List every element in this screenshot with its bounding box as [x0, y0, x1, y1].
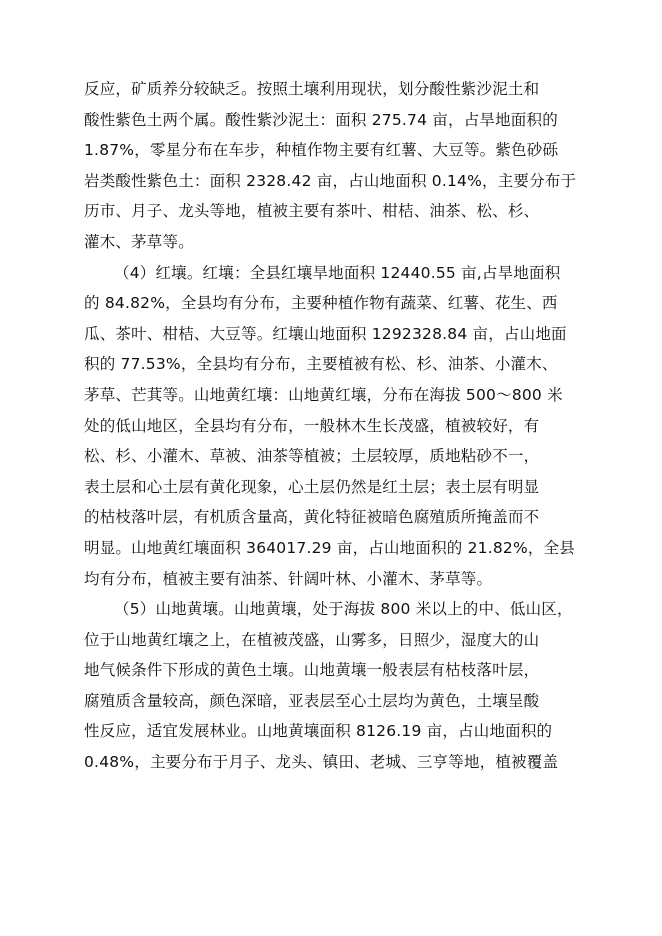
- text-line: 处的低山地区，全县均有分布，一般林木生长茂盛，植被较好，有: [84, 416, 540, 435]
- text-line: 茅草、芒萁等。山地黄红壤：山地黄红壤，分布在海拔 500～800 米: [84, 385, 563, 404]
- section-heading-line: （4）红壤。红壤：全县红壤旱地面积 12440.55 亩,占旱地面积: [114, 263, 561, 282]
- text-line: 性反应，适宜发展林业。山地黄壤面积 8126.19 亩，占山地面积的: [84, 722, 553, 741]
- text-line: 明显。山地黄红壤面积 364017.29 亩，占山地面积的 21.82%，全县: [84, 538, 576, 557]
- text-line: 地气候条件下形成的黄色土壤。山地黄壤一般表层有枯枝落叶层，: [84, 661, 540, 680]
- text-line: 0.48%，主要分布于月子、龙头、镇田、老城、三亨等地，植被覆盖: [84, 753, 559, 772]
- text-line: 1.87%，零星分布在车步，种植作物主要有红薯、大豆等。紫色砂砾: [84, 141, 559, 160]
- text-line: 积的 77.53%，全县均有分布，主要植被有松、杉、油茶、小灌木、: [84, 355, 558, 374]
- text-line: 的枯枝落叶层，有机质含量高，黄化特征被暗色腐殖质所掩盖而不: [84, 508, 540, 527]
- text-line: 岩类酸性紫色土：面积 2328.42 亩，占山地面积 0.14%，主要分布于: [84, 171, 577, 190]
- text-line: 酸性紫色土两个属。酸性紫沙泥土：面积 275.74 亩，占旱地面积的: [84, 110, 558, 129]
- body-text: [84, 74, 584, 778]
- text-line: 历市、月子、龙头等地，植被主要有茶叶、柑桔、油茶、松、杉、: [84, 202, 540, 221]
- text-line: 瓜、茶叶、柑桔、大豆等。红壤山地面积 1292328.84 亩，占山地面: [84, 324, 567, 343]
- text-line: 的 84.82%，全县均有分布，主要种植作物有蔬菜、红薯、花生、西: [84, 294, 558, 313]
- text-line: 表土层和心土层有黄化现象，心土层仍然是红土层；表土层有明显: [84, 477, 540, 496]
- text-line: 均有分布，植被主要有油茶、针阔叶林、小灌木、茅草等。: [84, 569, 493, 588]
- text-line: 位于山地黄红壤之上，在植被茂盛，山雾多，日照少，湿度大的山: [84, 630, 540, 649]
- section-heading-line: （5）山地黄壤。山地黄壤，处于海拔 800 米以上的中、低山区，: [114, 600, 573, 619]
- text-line: 灌木、茅草等。: [84, 232, 194, 251]
- text-line: 腐殖质含量较高，颜色深暗，亚表层至心土层均为黄色，土壤呈酸: [84, 691, 540, 710]
- text-line: 反应，矿质养分较缺乏。按照土壤利用现状，划分酸性紫沙泥土和: [84, 80, 540, 98]
- text-line: 松、杉、小灌木、草被、油茶等植被；土层较厚，质地粘砂不一，: [84, 447, 540, 466]
